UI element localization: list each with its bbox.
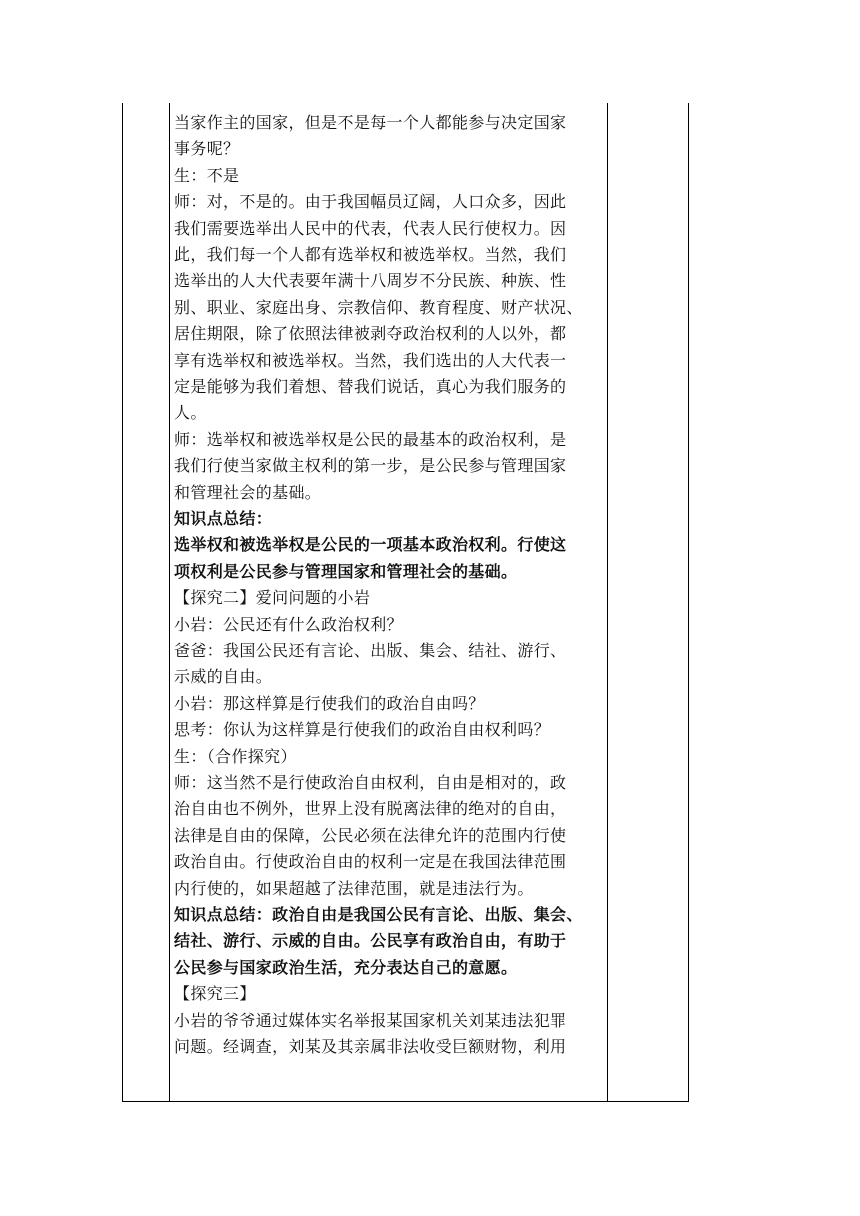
text-line: 选举出的人大代表要年满十八周岁不分民族、种族、性 [174, 271, 567, 291]
text-line: 师：对，不是的。由于我国幅员辽阔，人口众多，因此 [174, 192, 567, 212]
text-line: 思考：你认为这样算是行使我们的政治自由权利吗？ [174, 720, 551, 740]
text-line: 生：不是 [174, 165, 240, 185]
summary-text-line: 结社、游行、示威的自由。公民享有政治自由，有助于 [174, 931, 567, 951]
text-line: 【探究三】 [174, 984, 256, 1004]
text-line: 小岩：那这样算是行使我们的政治自由吗？ [174, 693, 485, 713]
text-line: 定是能够为我们着想、替我们说话，真心为我们服务的 [174, 377, 567, 396]
text-line: 人。 [174, 403, 207, 423]
text-line: 小岩的爷爷通过媒体实名举报某国家机关刘某违法犯罪 [174, 1010, 567, 1030]
text-line: 我们行使当家做主权利的第一步，是公民参与管理国家 [174, 456, 567, 476]
summary-text-line: 选举权和被选举权是公民的一项基本政治权利。行使这 [174, 535, 567, 555]
text-line: 享有选举权和被选举权。当然，我们选出的人大代表一 [174, 350, 567, 370]
summary-text-line: 项权利是公民参与管理国家和管理社会的基础。 [174, 561, 518, 581]
table-border-right [688, 103, 689, 1102]
text-line: 当家作主的国家，但是不是每一个人都能参与决定国家 [174, 113, 567, 132]
text-line: 示威的自由。 [174, 667, 273, 687]
text-line: 【探究二】爱问问题的小岩 [174, 588, 371, 608]
text-line: 生：（合作探究） [174, 746, 297, 766]
table-column-divider-1 [169, 103, 170, 1102]
text-line: 此，我们每一个人都有选举权和被选举权。当然，我们 [174, 245, 567, 264]
summary-text-line: 知识点总结：政治自由是我国公民有言论、出版、集会、 [174, 905, 583, 924]
text-line: 别、职业、家庭出身、宗教信仰、教育程度、财产状况、 [174, 297, 583, 317]
text-line: 居住期限，除了依照法律被剥夺政治权利的人以外，都 [174, 324, 567, 344]
table-border-left [122, 103, 123, 1102]
text-line: 内行使的，如果超越了法律范围，就是违法行为。 [174, 878, 534, 898]
text-line: 治自由也不例外，世界上没有脱离法律的绝对的自由， [174, 799, 567, 819]
text-line: 我们需要选举出人民中的代表，代表人民行使权力。因 [174, 218, 567, 238]
text-line: 师：这当然不是行使政治自由权利，自由是相对的，政 [174, 773, 567, 792]
text-line: 问题。经调查，刘某及其亲属非法收受巨额财物，利用 [174, 1037, 567, 1056]
text-line: 爸爸：我国公民还有言论、出版、集会、结社、游行、 [174, 641, 567, 660]
text-line: 和管理社会的基础。 [174, 482, 322, 502]
table-border-bottom [122, 1101, 688, 1102]
text-line: 师：选举权和被选举权是公民的最基本的政治权利，是 [174, 429, 567, 449]
table-column-divider-2 [607, 103, 608, 1102]
text-line: 小岩：公民还有什么政治权利？ [174, 614, 403, 634]
text-line: 法律是自由的保障，公民必须在法律允许的范围内行使 [174, 825, 567, 845]
summary-text-line: 公民参与国家政治生活，充分表达自己的意愿。 [174, 957, 518, 977]
text-line: 政治自由。行使政治自由的权利一定是在我国法律范围 [174, 852, 567, 872]
summary-text-line: 知识点总结： [174, 509, 273, 528]
text-line: 事务呢？ [174, 139, 240, 159]
